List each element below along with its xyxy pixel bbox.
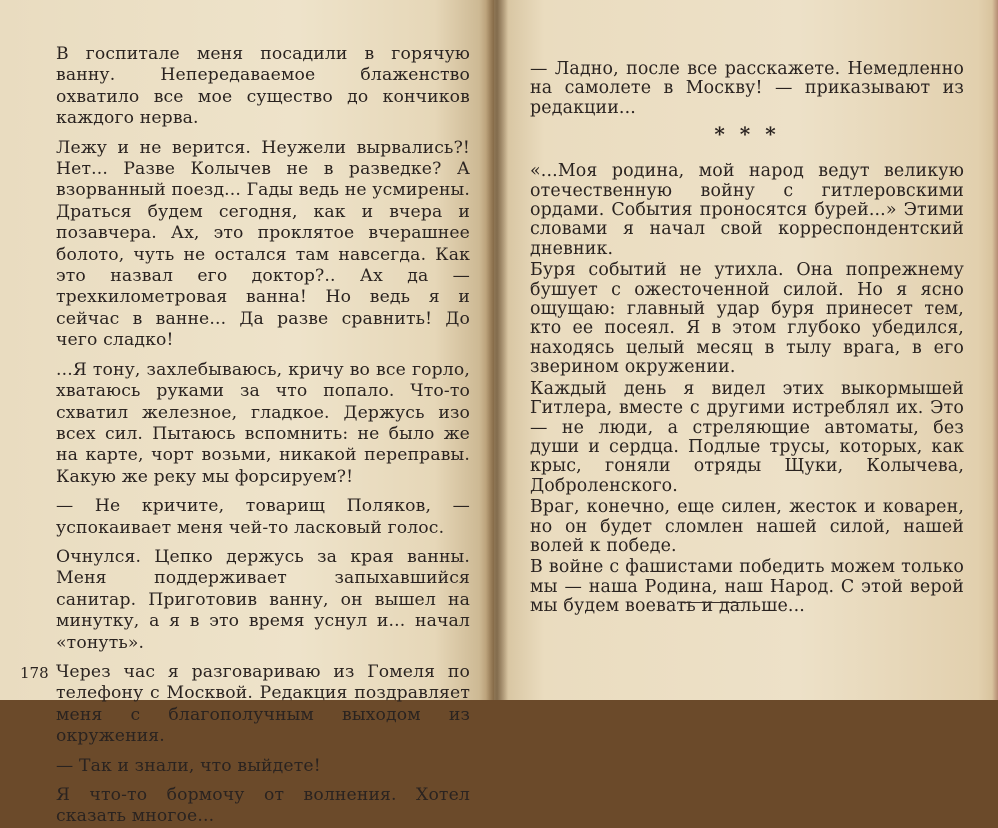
paragraph: — Так и знали, что выйдете!: [56, 755, 321, 776]
paragraph: ...Я тону, захлебываюсь, кричу во все горло, хватаюсь руками за что попало. Что-то схватил железное, гладкое. Держусь изо всех сил. Пытаюсь вспомнить: не было же на карте, чорт возьми, никакой переправы. Какую же реку мы форсируем?!: [56, 359, 470, 487]
paragraph: Через час я разговариваю из Гомеля по телефону с Москвой. Редакция поздравляет меня с благополучным выходом из окружения.: [56, 661, 470, 747]
section-separator: * * *: [714, 122, 780, 147]
paragraph: Лежу и не верится. Неужели вырвались?! Нет... Разве Колычев не в разведке? А взорванный поезд... Гады ведь не усмирены. Драться будем сегодня, как и вчера и позавчера. Ах, это проклятое вчерашнее болото, чуть не остался там навсегда. Как это назвал его доктор?.. Ах да — трехкилометровая ванна! Но ведь я и сейчас в ванне... Да разве сравнить! До чего сладко!: [56, 137, 470, 351]
paragraph: Враг, конечно, еще силен, жесток и коварен, но он будет сломлен нашей силой, нашей волей к победе.: [530, 497, 964, 556]
page-number: 178: [20, 664, 49, 682]
page-edge: [992, 0, 998, 700]
paragraph: В госпитале меня посадили в горячую ванну. Непередаваемое блаженство охватило все мое существо до кончиков каждого нерва.: [56, 44, 470, 129]
paragraph: Я что-то бормочу от волнения. Хотел сказать многое...: [56, 785, 470, 827]
left-page: [0, 0, 494, 827]
paragraph: Очнулся. Цепко держусь за края ванны. Меня поддерживает запыхавшийся санитар. Приготовив ванну, он вышел на минутку, а я в это время уснул и... начал «тонуть».: [56, 546, 470, 653]
paragraph: — Не кричите, товарищ Поляков, — успокаивает меня чей-то ласковый голос.: [56, 496, 470, 538]
end-rule: [682, 602, 746, 603]
paragraph: — Ладно, после все расскажете. Немедленно на самолете в Москву! — приказывают из редакции...: [530, 59, 964, 118]
right-page: [494, 0, 998, 700]
paragraph: В войне с фашистами победить можем только мы — наша Родина, наш Народ. С этой верой мы будем воевать и дальше...: [530, 557, 964, 617]
paragraph: Каждый день я видел этих выкормышей Гитлера, вместе с другими истреблял их. Это — не люди, а стреляющие автоматы, без души и сердца. Подлые трусы, которых, как крыс, гоняли отряды Щуки, Колычева, Доброленского.: [530, 378, 964, 496]
paragraph: Буря событий не утихла. Она попрежнему бушует с ожесточенной силой. Но я ясно ощущаю: главный удар буря принесет тем, кто ее посеял. Я в этом глубоко убедился, находясь целый месяц в тылу врага, в его зверином окружении.: [530, 260, 964, 378]
paragraph: «...Моя родина, мой народ ведут великую отечественную войну с гитлеровскими ордами. События проносятся бурей...» Этими словами я начал свой корреспондентский дневник.: [530, 161, 964, 259]
